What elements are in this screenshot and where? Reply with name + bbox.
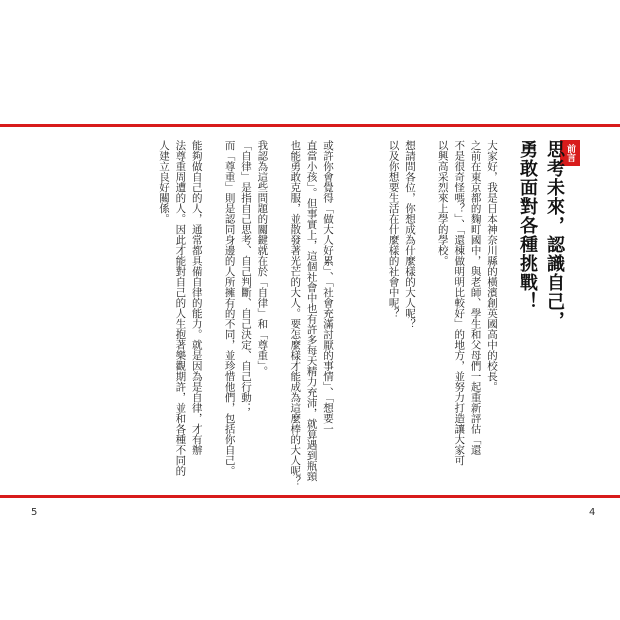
body-line: 以興高采烈來上學的學校。	[436, 140, 449, 266]
bottom-red-rule	[0, 495, 620, 498]
page-number-right: 4	[589, 507, 596, 518]
preface-tag: 前言	[560, 140, 580, 166]
body-line: 也能勇敢克服，並散發著光芒的大人。要怎麼樣才能成為這麼棒的大人呢？	[289, 140, 302, 487]
body-line: 能夠做自己的人，通常都具備自律的能力。就是因為是自律，才有辦	[190, 140, 203, 455]
body-line: 以及你想要生活在什麼樣的社會中呢？	[387, 140, 400, 319]
body-line: 或許你會覺得「做大人好累」、「社會充滿討厭的事情」、「想要一	[322, 140, 334, 434]
body-line: 想請問各位，你想成為什麼樣的大人呢？	[404, 140, 416, 329]
body-line: 「自律」是指自己思考、自己判斷、自己決定、自己行動；	[240, 140, 252, 413]
body-line: 人建立良好關係。	[158, 140, 170, 224]
page-number-left: 5	[31, 507, 38, 518]
body-line: 大家好，我是日本神奈川縣的橫濱創英國高中的校長。	[486, 140, 498, 392]
title-line-2: 勇敢面對各種挑戰！	[517, 140, 538, 311]
body-line: 之前在東京都的麴町國中，與老師、學生和父母們一起重新評估「還	[469, 140, 482, 455]
body-line: 直當小孩」。但事實上，這個社會中也有許多每天精力充沛，就算遇到瓶頸	[305, 140, 318, 482]
top-red-rule	[0, 124, 620, 127]
body-line: 我認為這些問題的關鍵就在於「自律」和「尊重」。	[256, 140, 269, 377]
title-line-1: 思考未來，認識自己，	[544, 140, 565, 330]
body-line: 法尊重周遭的人。因此才能對自己的人生抱著樂觀期許，並和各種不同的	[174, 140, 187, 476]
body-line: 而「尊重」則是認同身邊的人所擁有的不同，並珍惜他們，包括你自己。	[223, 140, 236, 476]
body-line: 不是很奇怪嗎？」、「還棟做明明比較好」的地方，並努力打造讓大家可	[453, 140, 466, 466]
